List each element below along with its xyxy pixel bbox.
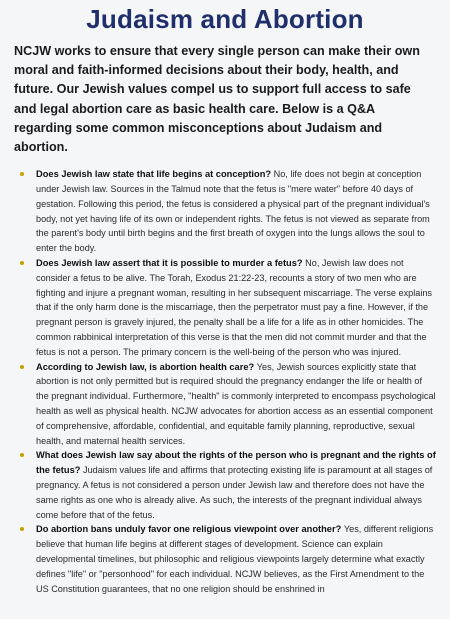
question-text: Do abortion bans unduly favor one religious viewpoint over another? [36,524,344,535]
answer-text: Yes, different religions believe that human life begins at different stages of development. Science can explain developmental timelines, but philosophic and religious viewpoints largely determine what exactly defines "life" or "personhood" for each individual. NCJW believes, as the First Amendment to the US Constitution guarantees, that no one religion should be enshrined in [36,524,434,594]
bullet-icon [20,365,24,369]
bullet-icon [20,172,24,176]
question-text: According to Jewish law, is abortion health care? [36,361,257,372]
document-title: Judaism and Abortion [86,4,364,34]
bullet-icon [20,453,24,457]
qa-list [14,167,436,596]
bullet-icon [20,527,24,531]
question-text: Does Jewish law assert that it is possible to murder a fetus? [36,258,306,268]
list-item [14,360,436,449]
answer-text: No, Jewish law does not consider a fetus to be alive. The Torah, Exodus 21:22-23, recounts a story of two men who are fighting and injure a pregnant woman, resulting in her subsequent miscarriage. The verse explains that if the only harm done is the miscarriage, then the perpetrator must pay a fine. However, if the pregnant person is gravely injured, the penalty shall be a life for a life as in other homicides. The common rabbinical interpretation of this verse is that the men did not commit murder and that the fetus is not a person. The primary concern is the well-being of the person who was injured. [36,258,432,357]
intro-paragraph: NCJW works to ensure that every single person can make their own moral and faith-informed decisions about their body, health, and future. Our Jewish values compel us to support full access to safe and legal abortion care as basic health care. Below is a Q&A regarding some common misconceptions about Judaism and abortion. [14,44,420,155]
answer-text: Judaism values life and affirms that protecting existing life is paramount at all stages of pregnancy. A fetus is not considered a person under Jewish law and therefore does not have the same rights as one who is already alive. As such, the interests of the pregnant individual always come before that of the fetus. [36,465,433,520]
answer-text: Yes, Jewish sources explicitly state that abortion is not only permitted but is required should the pregnancy endanger the life or health of the pregnant individual. Furthermore, "health" is commonly interpreted to encompass psychological health as well as physical health. NCJW advocates for abortion access as an essential component of comprehensive, affordable, confidential, and equitable family planning, reproductive, sexual health, and maternal health services. [36,361,436,446]
list-item [14,256,436,360]
question-text: Does Jewish law state that life begins at conception? [36,169,274,180]
answer-text: No, life does not begin at conception under Jewish law. Sources in the Talmud note that the fetus is "mere water" before 40 days of gestation. Following this period, the fetus is considered a physical part of the pregnant individual's body, not yet having life of its own or independent rights. The fetus is not viewed as separate from the parent's body until birth begins and the first breath of oxygen into the lungs allows the soul to enter the body. [36,169,430,254]
bullet-icon [20,261,24,265]
list-item [14,522,436,596]
list-item [14,167,436,256]
list-item [14,448,436,522]
question-text: What does Jewish law say about the rights of the person who is pregnant and the rights of the fetus? [36,450,436,476]
